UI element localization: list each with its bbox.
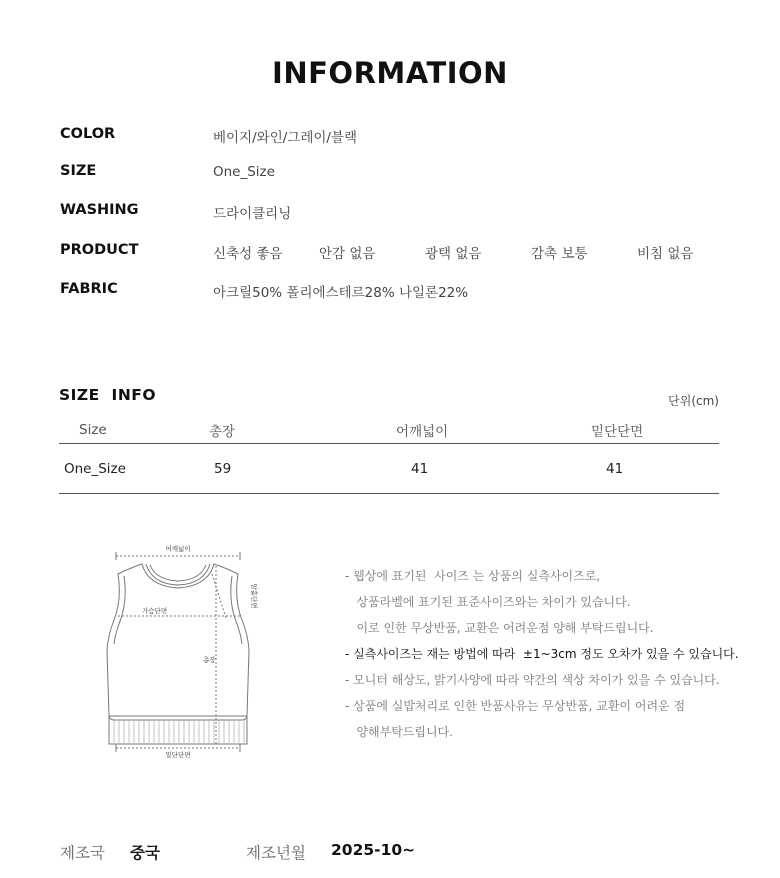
diagram-chest-label: 가슴단면 — [142, 607, 168, 615]
origin-value: 중국 — [130, 844, 160, 862]
diagram-hem-label: 밑단단면 — [165, 751, 191, 759]
size-value: One_Size — [213, 164, 275, 180]
table-row — [59, 444, 719, 494]
cell-hem: 41 — [484, 444, 719, 494]
header-hem: 밑단단면 — [484, 417, 719, 444]
note-line-emphasis: - 실측사이즈는 재는 방법에 따라 ±1~3cm 정도 오차가 있을 수 있습니다. — [345, 647, 739, 661]
diagram-shoulder-label: 어깨넓이 — [165, 545, 191, 553]
cell-size: One_Size — [59, 444, 155, 494]
note-line: - 웹상에 표기된 사이즈 는 상품의 실측사이즈로, — [345, 569, 601, 583]
vest-measurement-diagram — [100, 540, 260, 762]
product-value-gloss: 광택 없음 — [425, 246, 482, 262]
note-line: - 모니터 해상도, 밝기사양에 따라 약간의 색상 차이가 있을 수 있습니다. — [345, 673, 720, 687]
washing-label: WASHING — [60, 202, 139, 218]
product-value-lining: 안감 없음 — [319, 246, 376, 262]
note-line: - 상품에 실밥처리로 인한 반품사유는 무상반품, 교환이 어려운 점 — [345, 699, 686, 713]
size-table — [59, 417, 719, 494]
color-value: 베이지/와인/그레이/블랙 — [213, 130, 358, 146]
diagram-armhole-label: 암홀단면 — [250, 583, 258, 609]
fabric-label: FABRIC — [60, 281, 118, 297]
cell-shoulder: 41 — [285, 444, 484, 494]
page-title: INFORMATION — [272, 56, 508, 90]
header-shoulder: 어깨넓이 — [285, 417, 484, 444]
size-info-title: SIZE INFO — [59, 386, 157, 404]
fabric-value: 아크릴50% 폴리에스테르28% 나일론22% — [213, 285, 469, 301]
cell-length: 59 — [155, 444, 285, 494]
product-label: PRODUCT — [60, 242, 139, 258]
header-size: Size — [59, 417, 155, 444]
size-unit: 단위(cm) — [668, 394, 719, 408]
origin-label: 제조국 — [60, 844, 105, 862]
washing-value: 드라이클리닝 — [213, 206, 292, 222]
size-notes — [345, 563, 739, 745]
product-value-touch: 감촉 보통 — [531, 246, 588, 262]
note-line: 상품라벨에 표기된 표준사이즈와는 차이가 있습니다. — [345, 595, 631, 609]
product-value-sheer: 비침 없음 — [637, 246, 694, 262]
color-label: COLOR — [60, 126, 116, 142]
note-line: 이로 인한 무상반품, 교환은 어려운점 양해 부탁드립니다. — [345, 621, 654, 635]
size-label: SIZE — [60, 163, 97, 179]
product-value-stretch: 신축성 좋음 — [213, 246, 283, 262]
note-line: 양해부탁드립니다. — [345, 725, 453, 739]
header-length: 총장 — [155, 417, 285, 444]
diagram-length-label: 총장 — [203, 656, 216, 664]
manufacture-date-value: 2025-10~ — [331, 841, 416, 859]
manufacture-date-label: 제조년월 — [246, 844, 306, 862]
